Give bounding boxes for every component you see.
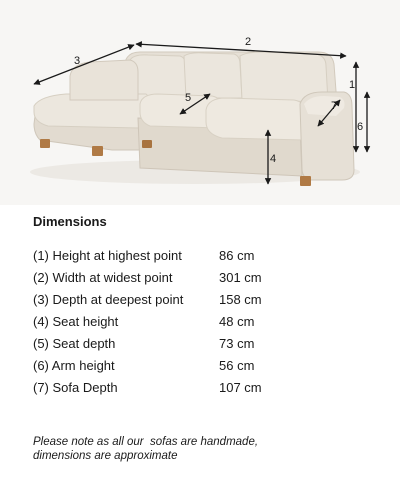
callout-4: 4 [270, 153, 277, 165]
callout-6: 6 [357, 121, 364, 133]
dimension-row-width [33, 266, 373, 288]
dimension-label: (4) Seat height [33, 313, 119, 329]
callout-5: 5 [185, 92, 192, 104]
dimension-row-seat-height [33, 310, 373, 332]
dimension-value: 301 cm [219, 269, 262, 285]
dimension-label: (5) Seat depth [33, 335, 116, 351]
callout-3: 3 [74, 55, 81, 67]
dimension-label: (7) Sofa Depth [33, 379, 118, 395]
sofa-illustration [30, 52, 360, 186]
callout-7: 7 [331, 100, 338, 112]
dimension-label: (6) Arm height [33, 357, 115, 373]
dimension-label: (1) Height at highest point [33, 247, 182, 263]
callout-1: 1 [349, 79, 356, 91]
dimension-value: 73 cm [219, 335, 255, 351]
sofa-dimension-diagram [0, 0, 400, 205]
dimensions-list [33, 244, 373, 398]
dimension-row-height [33, 244, 373, 266]
callout-2: 2 [245, 36, 252, 48]
dimension-value: 56 cm [219, 357, 255, 373]
dimensions-heading: Dimensions [33, 214, 107, 229]
dimension-value: 86 cm [219, 247, 255, 263]
handmade-note: Please note as all our sofas are handmade, dimensions are approximate [33, 436, 259, 462]
dimension-value: 107 cm [219, 379, 262, 395]
dimension-value: 48 cm [219, 313, 255, 329]
dimension-row-arm-height [33, 354, 373, 376]
dimension-row-depth [33, 288, 373, 310]
dimension-label: (2) Width at widest point [33, 269, 173, 285]
product-image [0, 0, 400, 205]
dimension-value: 158 cm [219, 291, 262, 307]
dimension-label: (3) Depth at deepest point [33, 291, 184, 307]
dimension-row-seat-depth [33, 332, 373, 354]
dimension-row-sofa-depth [33, 376, 373, 398]
